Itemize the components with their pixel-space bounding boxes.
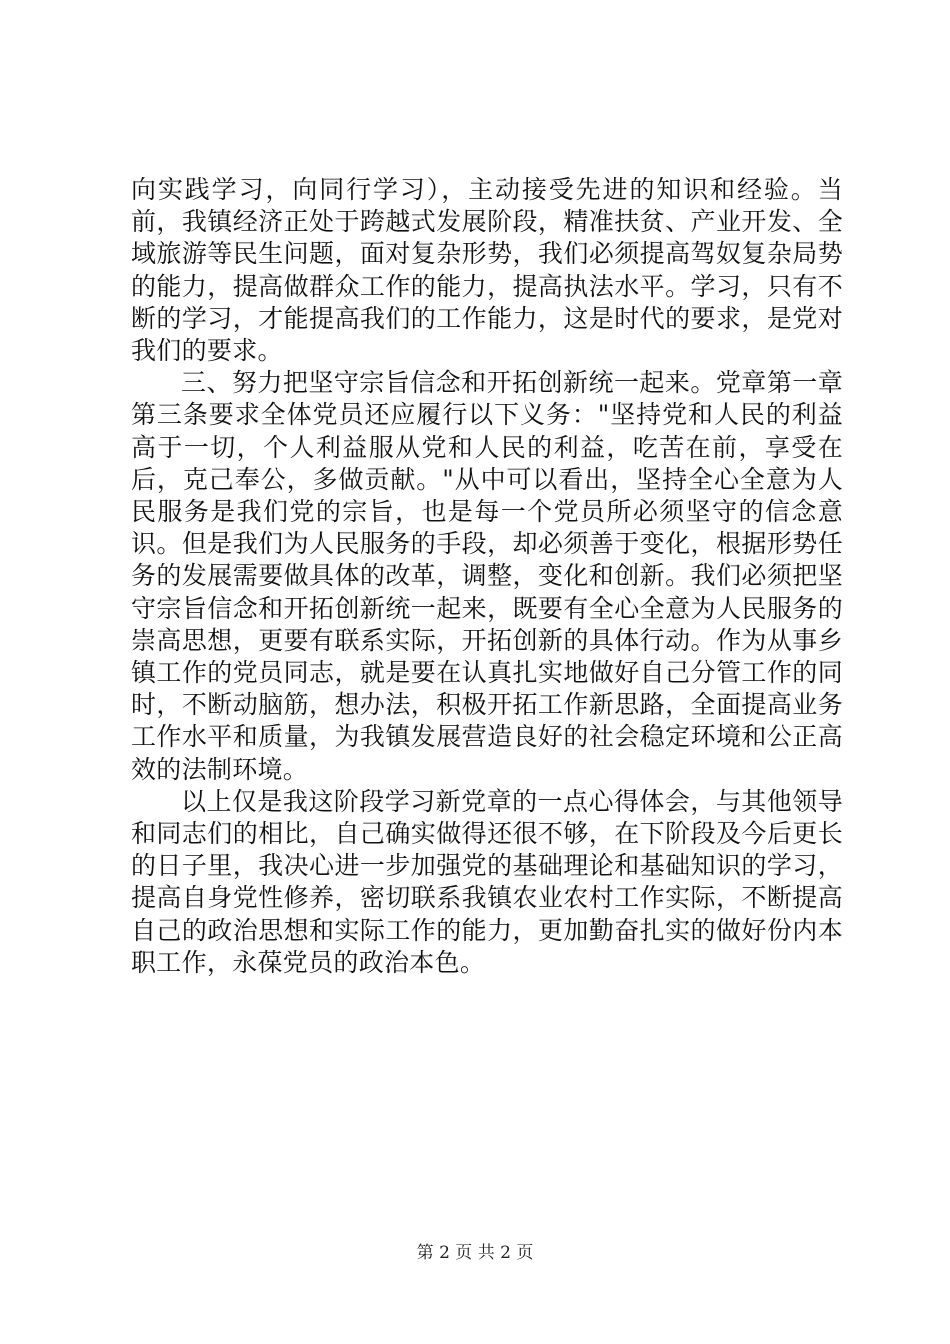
paragraph-1: 向实践学习，向同行学习），主动接受先进的知识和经验。当前，我镇经济正处于跨越式发展阶段，精准扶贫、产业开发、全域旅游等民生问题，面对复杂形势，我们必须提高驾奴复杂局势的能力，提高做群众工作的能力，提高执法水平。学习，只有不断的学习，才能提高我们的工作能力，这是时代的要求，是党对我们的要求。 bbox=[131, 175, 843, 366]
page-footer bbox=[0, 1242, 950, 1264]
paragraph-3: 以上仅是我这阶段学习新党章的一点心得体会，与其他领导和同志们的相比，自己确实做得还很不够，在下阶段及今后更长的日子里，我决心进一步加强党的基础理论和基础知识的学习，提高自身党性修养，密切联系我镇农业农村工作实际，不断提高自己的政治思想和实际工作的能力，更加勤奋扎实的做好份内本职工作，永葆党员的政治本色。 bbox=[131, 786, 843, 977]
paragraph-2: 三、努力把坚守宗旨信念和开拓创新统一起来。党章第一章第三条要求全体党员还应履行以下义务："坚持党和人民的利益高于一切，个人利益服从党和人民的利益，吃苦在前，享受在后，克己奉公，多做贡献。"从中可以看出，坚持全心全意为人民服务是我们党的宗旨，也是每一个党员所必须坚守的信念意识。但是我们为人民服务的手段，却必须善于变化，根据形势任务的发展需要做具体的改革，调整，变化和创新。我们必须把坚守宗旨信念和开拓创新统一起来，既要有全心全意为人民服务的崇高思想，更要有联系实际，开拓创新的具体行动。作为从事乡镇工作的党员同志，就是要在认真扎实地做好自己分管工作的同时，不断动脑筋，想办法，积极开拓工作新思路，全面提高业务工作水平和质量，为我镇发展营造良好的社会稳定环境和公正高效的法制环境。 bbox=[131, 368, 843, 784]
page-number-label: 第 2 页 共 2 页 bbox=[416, 1243, 534, 1263]
document-body bbox=[131, 174, 843, 979]
